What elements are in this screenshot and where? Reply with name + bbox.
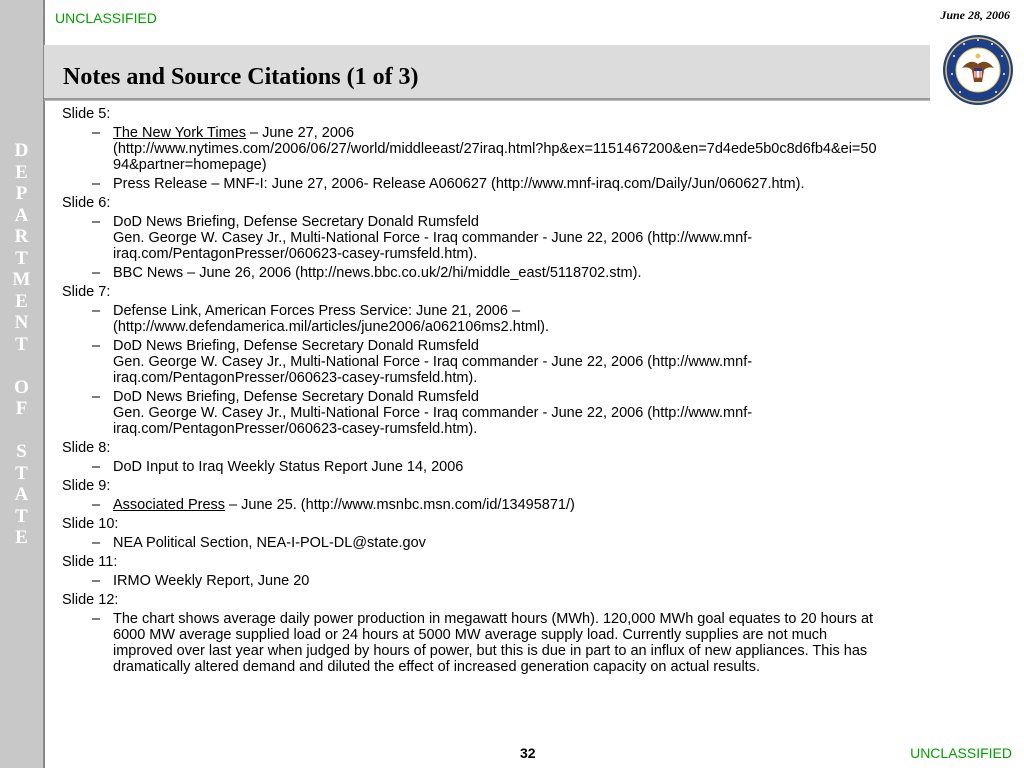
slide-section	[62, 284, 1012, 437]
sidebar-letter: P	[15, 183, 28, 204]
citation-text: DoD Input to Iraq Weekly Status Report June 14, 2006	[113, 459, 464, 475]
sidebar-letter: T	[15, 462, 28, 484]
slide-section	[62, 516, 1012, 551]
dash-bullet-icon: –	[92, 535, 101, 551]
citation-line	[113, 535, 1012, 551]
citation-item	[62, 214, 1012, 262]
citation-line	[113, 573, 1012, 589]
dash-bullet-icon: –	[92, 459, 101, 475]
slide-label: Slide 12:	[62, 592, 119, 608]
citation-line	[113, 157, 1012, 173]
citation-item	[62, 125, 1012, 173]
citation-line	[113, 141, 1012, 157]
citation-text: Defense Link, American Forces Press Service: June 21, 2006 –	[113, 303, 521, 319]
citation-line	[113, 643, 1012, 659]
citation-item	[62, 459, 1012, 475]
citation-item	[62, 611, 1012, 675]
sidebar-letter: T	[15, 505, 28, 527]
classification-top: UNCLASSIFIED	[55, 10, 157, 26]
sidebar-letter: E	[15, 527, 28, 548]
dash-bullet-icon: –	[92, 214, 101, 230]
citation-line	[113, 405, 1012, 421]
slide-label: Slide 5:	[62, 106, 111, 122]
citation-text: Gen. George W. Casey Jr., Multi-National Force - Iraq commander - June 22, 2006 (http://www.mnf-	[113, 354, 753, 370]
citation-line	[113, 497, 1012, 513]
citations-list	[62, 104, 1012, 678]
slide-section	[62, 106, 1012, 192]
slide-section	[62, 592, 1012, 675]
citation-text: IRMO Weekly Report, June 20	[113, 573, 310, 589]
citation-line	[113, 319, 1012, 335]
citation-text: 6000 MW average supplied load or 24 hours at 5000 MW average supply load. Currently supplies are not much	[113, 627, 828, 643]
citation-text: (http://www.defendamerica.mil/articles/june2006/a062106ms2.html).	[113, 319, 550, 335]
slide-section	[62, 554, 1012, 589]
dash-bullet-icon: –	[92, 303, 101, 319]
sidebar-letter: S	[16, 441, 27, 462]
citation-text: – June 25. (http://www.msnbc.msn.com/id/13495871/)	[225, 497, 575, 513]
sidebar-letter: F	[15, 398, 28, 419]
citation-text: iraq.com/PentagonPresser/060623-casey-rumsfeld.htm).	[113, 421, 478, 437]
sidebar-letter: A	[14, 484, 29, 505]
dash-bullet-icon: –	[92, 338, 101, 354]
citation-text: iraq.com/PentagonPresser/060623-casey-rumsfeld.htm).	[113, 246, 478, 262]
sidebar-letter: M	[12, 269, 31, 290]
citation-line	[113, 354, 1012, 370]
slide-section	[62, 478, 1012, 513]
slide-label: Slide 8:	[62, 440, 111, 456]
citation-line	[113, 659, 1012, 675]
sidebar-letter: N	[14, 312, 29, 333]
citation-line	[113, 214, 1012, 230]
citation-text: Gen. George W. Casey Jr., Multi-National Force - Iraq commander - June 22, 2006 (http://www.mnf-	[113, 405, 753, 421]
citation-item	[62, 497, 1012, 513]
sidebar-band	[0, 0, 45, 768]
citation-text: – June 27, 2006	[245, 125, 355, 141]
citation-text: DoD News Briefing, Defense Secretary Donald Rumsfeld	[113, 389, 479, 405]
citation-text: improved over last year when judged by hours of power, but this is due in part to an influx of new appliances. This has	[113, 643, 868, 659]
slide-section	[62, 195, 1012, 281]
citation-item	[62, 338, 1012, 386]
citation-text: DoD News Briefing, Defense Secretary Donald Rumsfeld	[113, 214, 479, 230]
sidebar-letter: D	[14, 140, 29, 161]
slide-label: Slide 7:	[62, 284, 111, 300]
slide-date: June 28, 2006	[940, 8, 1010, 22]
citation-line	[113, 303, 1012, 319]
citation-item	[62, 535, 1012, 551]
citation-item	[62, 573, 1012, 589]
citation-text: BBC News – June 26, 2006 (http://news.bbc.co.uk/2/hi/middle_east/5118702.stm).	[113, 265, 642, 281]
dash-bullet-icon: –	[92, 389, 101, 405]
citation-line	[113, 459, 1012, 475]
citation-line	[113, 627, 1012, 643]
dash-bullet-icon: –	[92, 611, 101, 627]
citation-text: 94&partner=homepage)	[113, 157, 267, 173]
citation-line	[113, 265, 1012, 281]
citation-text: iraq.com/PentagonPresser/060623-casey-rumsfeld.htm).	[113, 370, 478, 386]
citation-item	[62, 176, 1012, 192]
citation-line	[113, 611, 1012, 627]
classification-bottom: UNCLASSIFIED	[910, 745, 1012, 761]
source-link[interactable]: Associated Press	[113, 497, 226, 513]
citation-line	[113, 389, 1012, 405]
citation-text: (http://www.nytimes.com/2006/06/27/world/middleeast/27iraq.html?hp&ex=1151467200&en=7d4ede5b0c8d6fb4&ei=50	[113, 141, 877, 157]
dash-bullet-icon: –	[92, 573, 101, 589]
citation-line	[113, 370, 1012, 386]
source-link[interactable]: The New York Times	[113, 125, 246, 141]
slide-label: Slide 11:	[62, 554, 118, 570]
citation-text: dramatically altered demand and diluted the effect of increased generation capacity on actual results.	[113, 659, 760, 675]
citation-item	[62, 389, 1012, 437]
sidebar-letter: R	[14, 226, 29, 247]
dash-bullet-icon: –	[92, 125, 101, 141]
citation-text: The chart shows average daily power production in megawatt hours (MWh). 120,000 MWh goal equates to 20 hours at	[113, 611, 874, 627]
sidebar-letter	[0, 355, 43, 377]
sidebar-letter: E	[15, 290, 28, 312]
dash-bullet-icon: –	[92, 497, 101, 513]
citation-text: Gen. George W. Casey Jr., Multi-National Force - Iraq commander - June 22, 2006 (http://www.mnf-	[113, 230, 753, 246]
slide-label: Slide 10:	[62, 516, 119, 532]
citation-text: Press Release – MNF-I: June 27, 2006- Release A060627 (http://www.mnf-iraq.com/Daily/Jun/060627.htm).	[113, 176, 805, 192]
citation-line	[113, 176, 1012, 192]
sidebar-letter: O	[14, 376, 29, 398]
citation-line	[113, 421, 1012, 437]
citation-item	[62, 303, 1012, 335]
citation-line	[113, 125, 1012, 141]
citation-line	[113, 230, 1012, 246]
dash-bullet-icon: –	[92, 265, 101, 281]
sidebar-letter: A	[14, 204, 29, 226]
slide-section	[62, 440, 1012, 475]
slide-label: Slide 6:	[62, 195, 111, 211]
sidebar-letter	[0, 420, 43, 442]
citation-text: NEA Political Section, NEA-I-POL-DL@state.gov	[113, 535, 426, 551]
sidebar-letter: T	[15, 333, 28, 355]
citation-item	[62, 265, 1012, 281]
citation-text: DoD News Briefing, Defense Secretary Donald Rumsfeld	[113, 338, 479, 354]
department-of-state-vertical-label	[0, 140, 43, 549]
dash-bullet-icon: –	[92, 176, 101, 192]
page-number: 32	[520, 745, 536, 761]
sidebar-letter: T	[15, 247, 28, 269]
citation-line	[113, 246, 1012, 262]
sidebar-letter: E	[15, 161, 28, 183]
department-of-state-seal-icon	[932, 34, 1024, 106]
page-title: Notes and Source Citations (1 of 3)	[63, 64, 419, 90]
citation-line	[113, 338, 1012, 354]
slide-label: Slide 9:	[62, 478, 111, 494]
